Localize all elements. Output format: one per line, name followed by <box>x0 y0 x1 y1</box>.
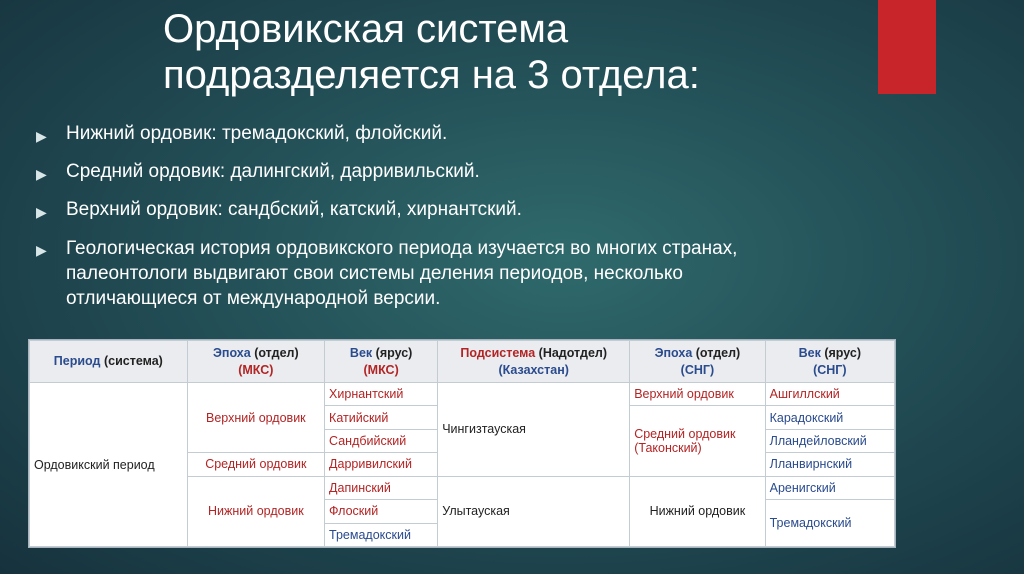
age-mks-cell[interactable]: Дапинский <box>325 476 438 499</box>
slide-title-line-1: Ордовикская система <box>163 7 569 51</box>
header-age-sng: Век (ярус) (СНГ) <box>765 341 894 383</box>
epoch-sng-upper[interactable]: Верхний ордовик <box>630 383 765 406</box>
table-header-row <box>30 341 895 383</box>
epoch-mks-upper[interactable]: Верхний ордовик <box>187 383 324 453</box>
age-sng-cell[interactable]: Аренигский <box>765 476 894 499</box>
bullet-text: Геологическая история ордовикского периода изучается во многих странах, палеонтологи выдвигают свои системы деления периодов, несколько отличающиеся от международной версии. <box>66 238 738 309</box>
header-subsystem: Подсистема (Надотдел) (Казахстан) <box>438 341 630 383</box>
bullet-item <box>36 236 796 311</box>
triangle-right-icon: ▶ <box>36 128 47 144</box>
stratigraphy-table-container <box>28 339 896 548</box>
header-epoch-mks: Эпоха (отдел) (МКС) <box>187 341 324 383</box>
age-mks-cell[interactable]: Дарривилский <box>325 453 438 476</box>
epoch-mks-lower[interactable]: Нижний ордовик <box>187 476 324 546</box>
subsystem-upper: Чингизтауская <box>438 383 630 477</box>
bullet-text: Средний ордовик: далингский, дарривильский. <box>66 161 480 182</box>
slide-title <box>163 6 863 98</box>
red-accent-bar <box>878 0 936 94</box>
table-row <box>30 383 895 406</box>
period-cell: Ордовикский период <box>30 383 188 547</box>
bullet-text: Нижний ордовик: тремадокский, флойский. <box>66 123 448 144</box>
epoch-sng-lower: Нижний ордовик <box>630 476 765 546</box>
triangle-right-icon: ▶ <box>36 204 47 220</box>
header-age-mks: Век (ярус) (МКС) <box>325 341 438 383</box>
bullet-item <box>36 160 796 184</box>
age-mks-cell[interactable]: Сандбийский <box>325 429 438 452</box>
triangle-right-icon: ▶ <box>36 242 47 258</box>
bullet-text: Верхний ордовик: сандбский, катский, хирнантский. <box>66 199 522 220</box>
age-sng-cell[interactable]: Ашгиллский <box>765 383 894 406</box>
triangle-right-icon: ▶ <box>36 166 47 182</box>
epoch-sng-middle[interactable]: Средний ордовик (Таконский) <box>630 406 765 476</box>
epoch-mks-middle[interactable]: Средний ордовик <box>187 453 324 476</box>
age-mks-cell[interactable]: Хирнантский <box>325 383 438 406</box>
age-mks-cell[interactable]: Тремадокский <box>325 523 438 546</box>
stratigraphy-table <box>29 340 895 547</box>
header-epoch-sng: Эпоха (отдел) (СНГ) <box>630 341 765 383</box>
subsystem-lower: Улытауская <box>438 476 630 546</box>
bullet-item <box>36 122 796 146</box>
header-period: Период (система) <box>30 341 188 383</box>
age-sng-cell[interactable]: Лландейловский <box>765 429 894 452</box>
age-mks-cell[interactable]: Катийский <box>325 406 438 429</box>
age-sng-cell[interactable]: Карадокский <box>765 406 894 429</box>
slide-title-line-2: подразделяется на 3 отдела: <box>163 53 700 97</box>
age-sng-cell[interactable]: Лланвирнский <box>765 453 894 476</box>
bullet-item <box>36 198 796 222</box>
age-sng-cell[interactable]: Тремадокский <box>765 500 894 547</box>
age-mks-cell[interactable]: Флоский <box>325 500 438 523</box>
bullet-list <box>36 122 796 325</box>
